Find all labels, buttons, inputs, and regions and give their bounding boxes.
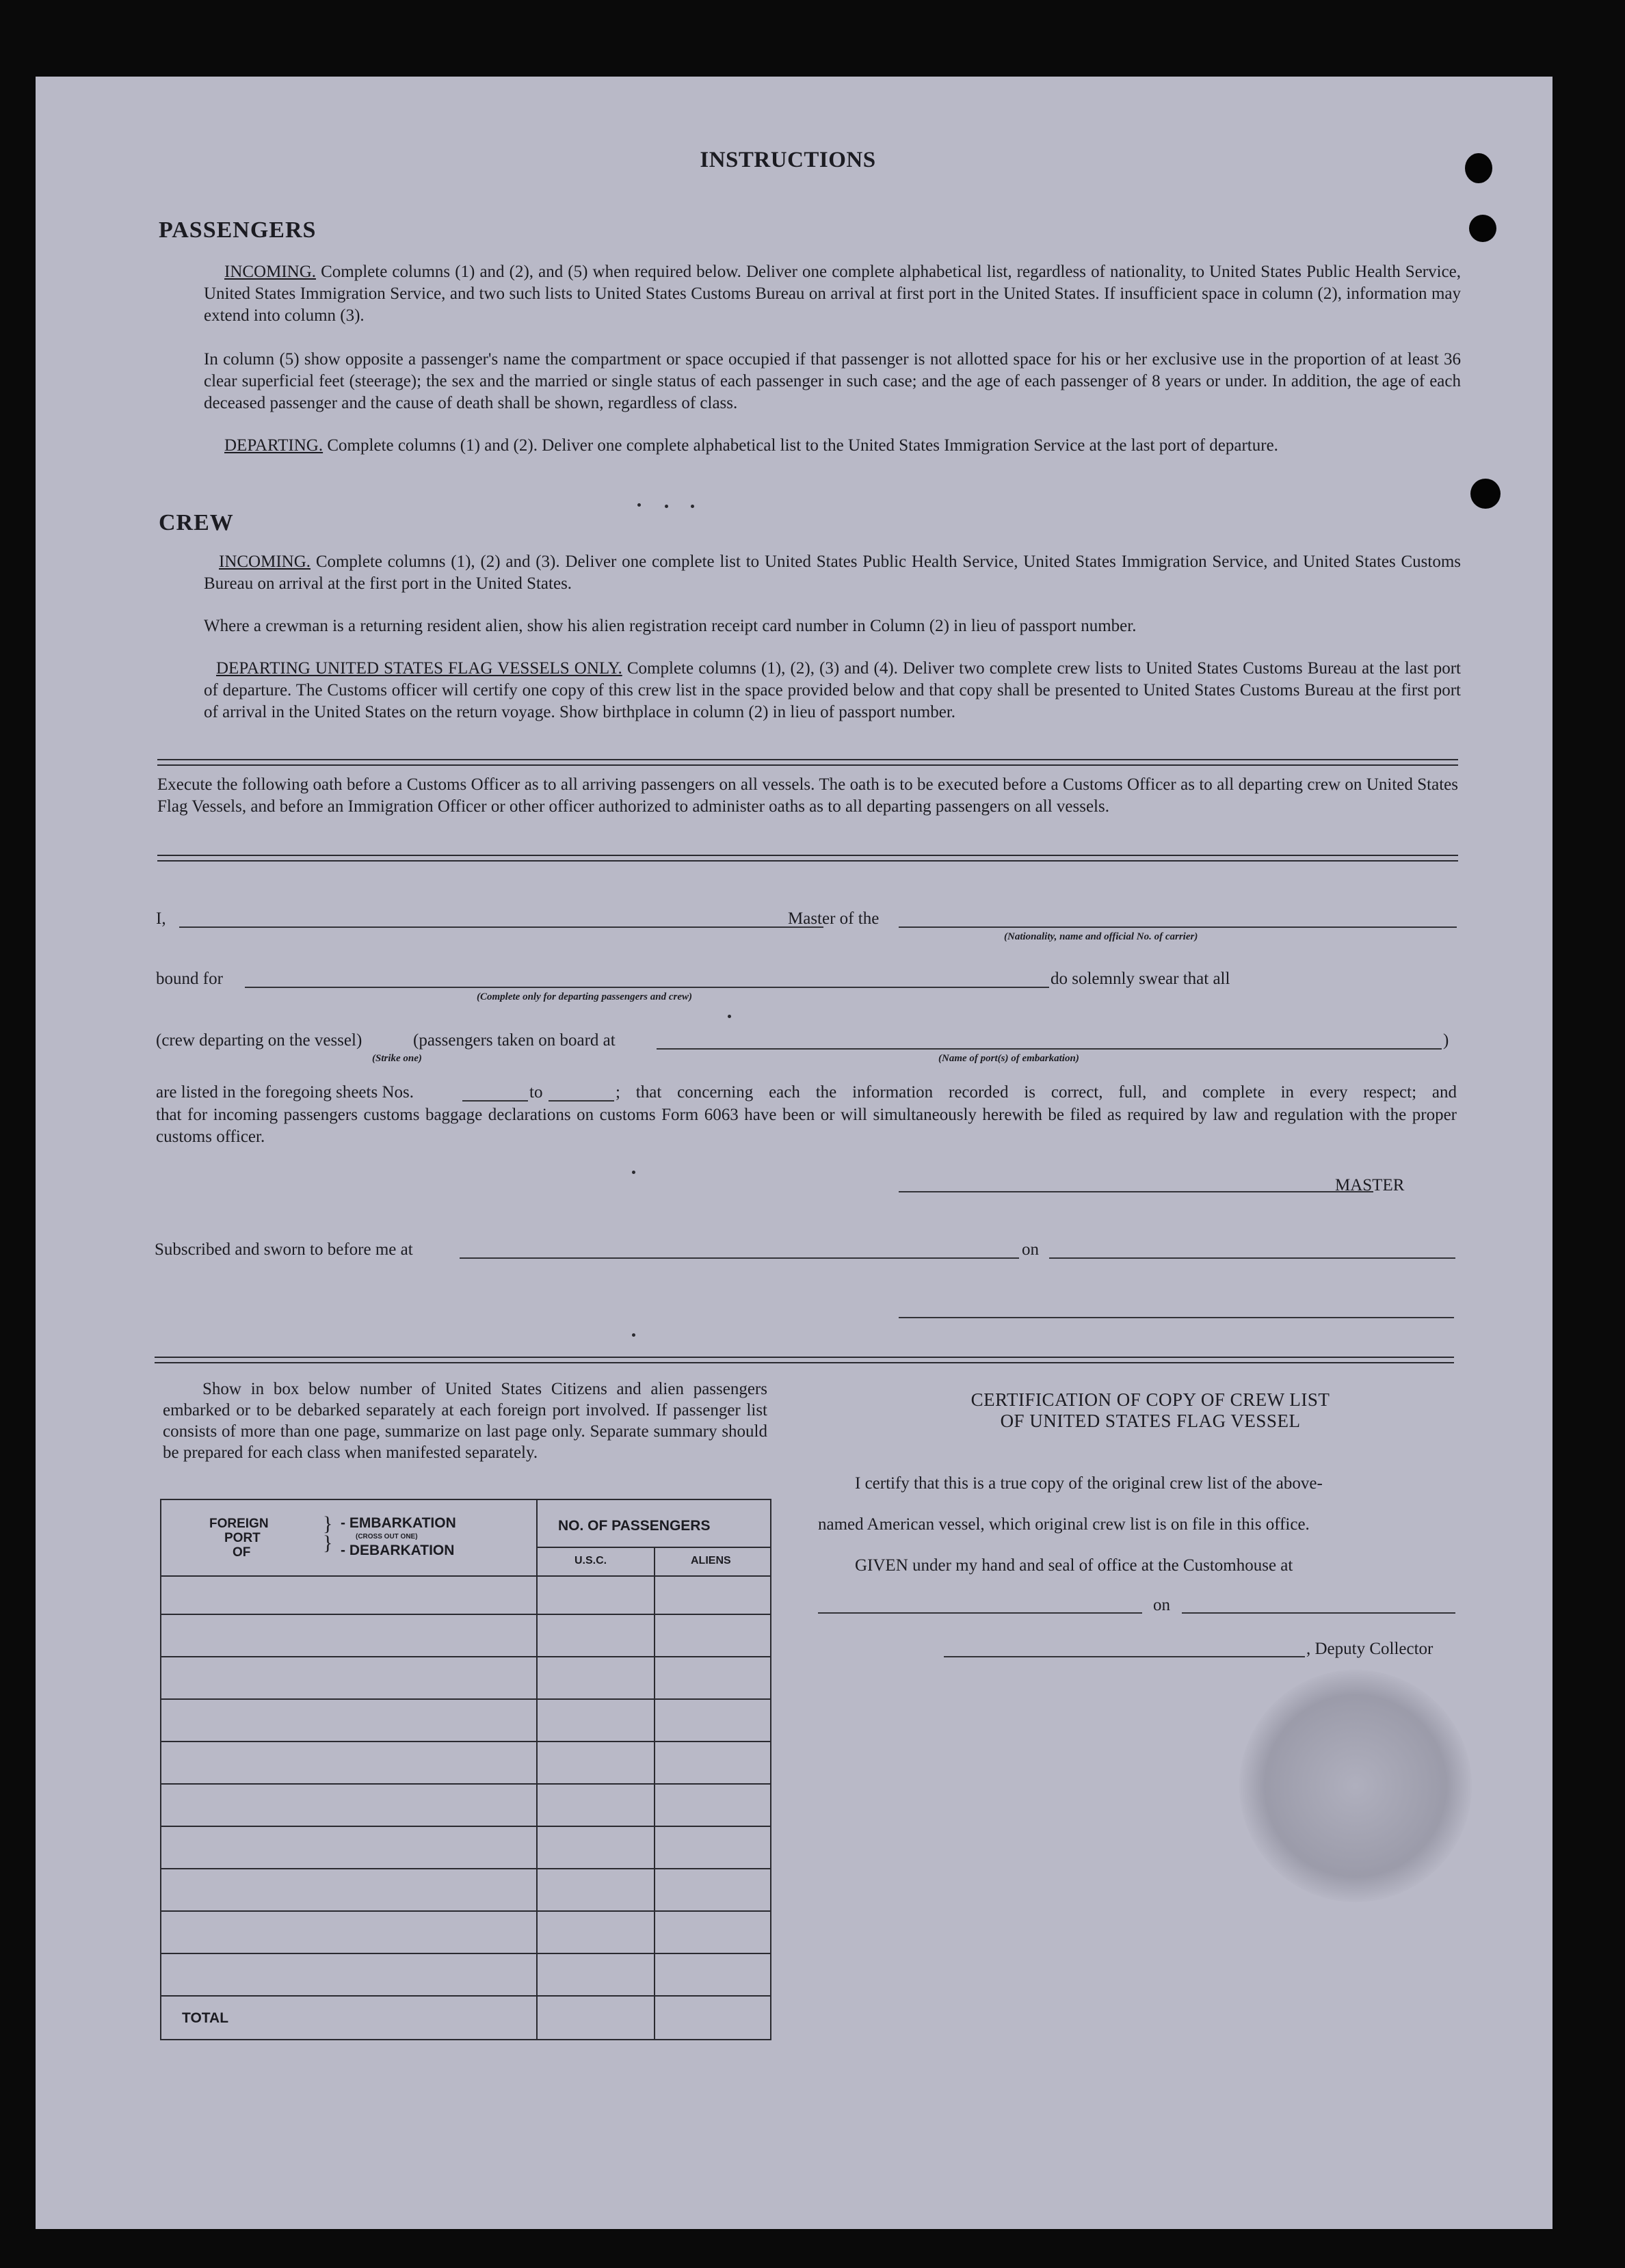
strike-one-caption: (Strike one)	[372, 1053, 422, 1064]
foreign-label: FOREIGN	[209, 1517, 269, 1531]
bound-for-label: bound for	[156, 970, 223, 988]
close-paren: )	[1443, 1031, 1449, 1050]
crew-departing-paragraph	[204, 658, 1461, 723]
page-title: INSTRUCTIONS	[700, 148, 876, 172]
customhouse-field[interactable]	[818, 1612, 1142, 1614]
speck-mark	[632, 1171, 635, 1174]
of-label: OF	[233, 1545, 251, 1560]
table-header-rule	[161, 1575, 770, 1577]
certification-date-field[interactable]	[1182, 1612, 1455, 1614]
officer-signature-field[interactable]	[899, 1317, 1454, 1318]
certification-on-label: on	[1153, 1596, 1170, 1614]
crew-incoming-text: Complete columns (1), (2) and (3). Deliver one complete list to United States Public Health Service, United States Immigration Service, and United States Customs Bureau on arrival at the first port in the United States.	[204, 552, 1462, 593]
sworn-location-field[interactable]	[460, 1257, 1019, 1259]
table-row-rule	[161, 1698, 770, 1700]
solemnly-swear-label: do solemnly swear that all	[1051, 970, 1230, 988]
table-row-rule	[161, 1741, 770, 1742]
sheet-from-field[interactable]	[462, 1100, 528, 1102]
punch-hole-mark	[1469, 215, 1496, 242]
table-row-rule	[161, 1826, 770, 1827]
speck-mark	[665, 505, 668, 508]
table-row-rule	[161, 1868, 770, 1869]
customs-seal-stamp	[1239, 1670, 1472, 1902]
oath-intro: Execute the following oath before a Customs Officer as to all arriving passengers on all vessels. The oath is to be executed before a Customs Officer as to all departing crew on United States Flag Vessels, and before an Immigration Officer or other officer authorized to administer oaths as to all departing passengers on all vessels.	[157, 775, 1458, 816]
punch-hole-mark	[1470, 479, 1501, 509]
table-row-rule	[161, 1995, 770, 1997]
concerning-text: ; that concerning each the information recorded is correct, full, and complete in every respect; and	[616, 1083, 1457, 1102]
double-rule	[157, 759, 1458, 766]
table-divider	[536, 1500, 538, 2039]
sworn-on-label: on	[1022, 1240, 1039, 1259]
table-row-rule	[161, 1783, 770, 1785]
double-rule	[157, 855, 1458, 862]
column5-paragraph: In column (5) show opposite a passenger's name the compartment or space occupied if that passenger is not allotted space for his or her exclusive use in the proportion of at least 36 clear superficial feet (steerage); the sex and the married or single status of each passenger in such case; and the age of each passenger of 8 years or under. In addition, the age of each deceased passenger and the cause of death shall be shown, regardless of class.	[204, 350, 1461, 412]
crew-departing-label: DEPARTING UNITED STATES FLAG VESSELS ONLY.	[216, 659, 622, 678]
speck-mark	[637, 503, 641, 507]
passengers-departing-paragraph	[204, 435, 1461, 457]
debarkation-label: - DEBARKATION	[341, 1543, 455, 1558]
crew-departing-text: Complete columns (1), (2), (3) and (4). Deliver two complete crew lists to United States Customs Bureau at the last port of departure. The Customs officer will certify one copy of this crew list in the space provided below and that copy shall be presented to United States Customs Bureau at the first port of arrival in the United States on the return voyage. Show birthplace in column (2) in lieu of passport number.	[204, 659, 1462, 721]
deputy-collector-label: , Deputy Collector	[1306, 1640, 1434, 1658]
given-under-line: GIVEN under my hand and seal of office at the Customhouse at	[855, 1556, 1293, 1575]
form-page	[36, 77, 1553, 2229]
crew-heading: CREW	[159, 510, 234, 535]
passengers-taken-option: (passengers taken on board at	[413, 1031, 616, 1050]
table-row-rule	[161, 1614, 770, 1615]
nationality-caption: (Nationality, name and official No. of carrier)	[1004, 931, 1198, 942]
bound-for-field[interactable]	[245, 987, 1049, 988]
departing-text: Complete columns (1) and (2). Deliver one complete alphabetical list to the United States Immigration Service at the last port of departure.	[327, 436, 1278, 455]
cross-out-one-label: (CROSS OUT ONE)	[356, 1533, 418, 1540]
certify-line-2: named American vessel, which original crew list is on file in this office.	[818, 1515, 1310, 1534]
double-rule	[155, 1357, 1454, 1363]
subscribed-label: Subscribed and sworn to before me at	[155, 1240, 413, 1259]
summary-instructions: Show in box below number of United States Citizens and alien passengers embarked or to be debarked separately at each foreign port involved. If passenger list consists of more than one page, summarize on last page only. Separate summary should be prepared for each class when manifested separately.	[163, 1380, 767, 1462]
usc-label: U.S.C.	[574, 1555, 607, 1566]
table-row-rule	[161, 1910, 770, 1912]
departing-label: DEPARTING.	[224, 436, 323, 455]
aliens-label: ALIENS	[691, 1555, 731, 1566]
port-label: PORT	[224, 1531, 261, 1545]
no-of-passengers-label: NO. OF PASSENGERS	[558, 1518, 711, 1534]
passenger-summary-table	[160, 1499, 771, 2040]
incoming-label: INCOMING.	[224, 263, 317, 281]
total-label: TOTAL	[182, 2010, 229, 2026]
baggage-text: that for incoming passengers customs baggage declarations on customs Form 6063 have been or will simultaneously herewith be filed as required by law and regulation with the proper customs officer.	[156, 1106, 1457, 1146]
crew-incoming-label: INCOMING.	[219, 552, 311, 571]
crew-departing-option: (crew departing on the vessel)	[156, 1031, 362, 1050]
passengers-heading: PASSENGERS	[159, 217, 317, 243]
complete-only-caption: (Complete only for departing passengers and crew)	[477, 991, 692, 1002]
carrier-field[interactable]	[899, 926, 1457, 928]
crew-incoming-paragraph	[204, 551, 1461, 595]
passengers-incoming-paragraph	[204, 261, 1461, 327]
table-row-rule	[161, 1953, 770, 1954]
certification-heading-2: OF UNITED STATES FLAG VESSEL	[1000, 1411, 1301, 1431]
deputy-collector-signature-field[interactable]	[944, 1656, 1305, 1657]
speck-mark	[728, 1015, 731, 1018]
speck-mark	[691, 505, 694, 508]
brace-icon: }	[323, 1532, 333, 1554]
sworn-date-field[interactable]	[1049, 1257, 1455, 1259]
master-signature-field[interactable]	[899, 1191, 1373, 1192]
certification-heading-1: CERTIFICATION OF COPY OF CREW LIST	[970, 1389, 1330, 1410]
speck-mark	[632, 1333, 635, 1337]
master-label: MASTER	[1335, 1176, 1405, 1195]
sheet-to-field[interactable]	[549, 1100, 614, 1102]
certify-line-1: I certify that this is a true copy of the original crew list of the above-	[855, 1474, 1323, 1493]
resident-alien-paragraph: Where a crewman is a returning resident alien, show his alien registration receipt card number in Column (2) in lieu of passport number.	[204, 617, 1137, 635]
ports-field[interactable]	[657, 1048, 1442, 1050]
master-name-field[interactable]	[179, 926, 823, 928]
listed-in-label: are listed in the foregoing sheets Nos.	[156, 1083, 414, 1102]
embarkation-label: - EMBARKATION	[341, 1515, 456, 1531]
incoming-text: Complete columns (1) and (2), and (5) when required below. Deliver one complete alphabetical list, regardless of nationality, to United States Public Health Service, United States Immigration Service, and two such lists to United States Customs Bureau on arrival at first port in the United States. If insufficient space in column (2), information may extend into column (3).	[204, 263, 1462, 325]
ports-caption: (Name of port(s) of embarkation)	[938, 1053, 1079, 1064]
oath-i-label: I,	[156, 909, 166, 928]
table-row-rule	[161, 1656, 770, 1657]
to-label: to	[529, 1083, 543, 1102]
table-divider	[536, 1547, 770, 1548]
master-of-the-label: Master of the	[788, 909, 880, 928]
table-divider	[654, 1547, 655, 2039]
brace-icon: }	[323, 1512, 333, 1535]
